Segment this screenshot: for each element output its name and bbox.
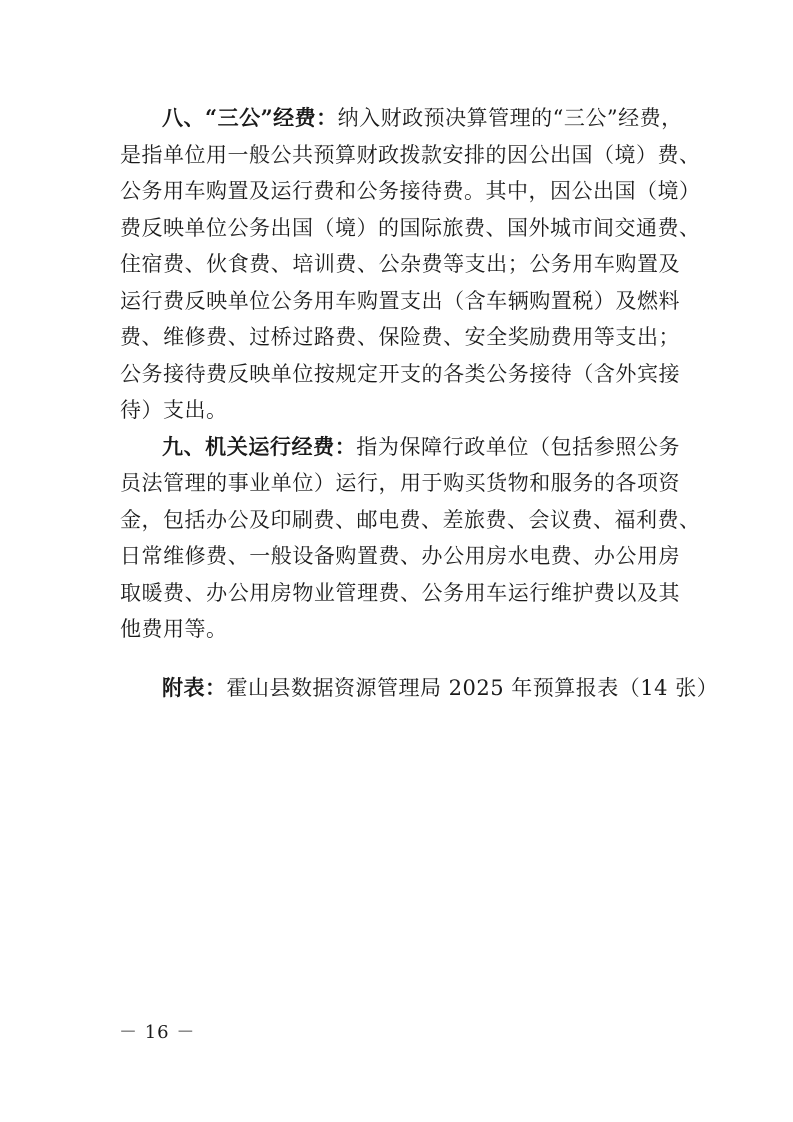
section8-text-1: 纳入财政预决算管理的“三公”经费，: [337, 106, 683, 130]
section8-line-7: 费、维修费、过桥过路费、保险费、安全奖励费用等支出；: [120, 325, 680, 349]
section9-line-1: [120, 429, 680, 466]
section8-line-6: 运行费反映单位公务用车购置支出（含车辆购置税）及燃料: [120, 288, 680, 313]
appendix-line: [120, 670, 719, 707]
section9-heading: 九、机关运行经费：: [162, 433, 357, 459]
section8-heading: 八、“三公”经费：: [162, 105, 338, 130]
page-number: － 16 －: [119, 1022, 196, 1043]
appendix-text: 霍山县数据资源管理局 2025 年预算报表（14 张）: [226, 675, 719, 700]
section8-line-9: 待）支出。: [120, 398, 228, 422]
section8-line-3: 公务用车购置及运行费和公务接待费。其中，因公出国（境）: [120, 179, 701, 203]
section9-line-4: 日常维修费、一般设备购置费、办公用房水电费、办公用房: [120, 544, 680, 568]
section8-line-4: 费反映单位公务出国（境）的国际旅费、国外城市间交通费、: [120, 215, 701, 240]
section9-line-6: 他费用等。: [120, 617, 228, 641]
section8-line-5: 住宿费、伙食费、培训费、公杂费等支出；公务用车购置及: [120, 252, 680, 276]
section8-line-1: [120, 100, 683, 137]
document-body: [120, 100, 719, 706]
section9-line-3: 金，包括办公及印刷费、邮电费、差旅费、会议费、福利费、: [120, 507, 701, 532]
appendix-label: 附表：: [162, 674, 227, 700]
section9-line-2: 员法管理的事业单位）运行，用于购买货物和服务的各项资: [120, 471, 680, 495]
section8-line-2: 是指单位用一般公共预算财政拨款安排的因公出国（境）费、: [120, 142, 701, 167]
section9-text-1: 指为保障行政单位（包括参照公务: [356, 434, 681, 459]
section8-line-8: 公务接待费反映单位按规定开支的各类公务接待（含外宾接: [120, 361, 680, 386]
section9-line-5: 取暖费、办公用房物业管理费、公务用车运行维护费以及其: [120, 580, 680, 605]
